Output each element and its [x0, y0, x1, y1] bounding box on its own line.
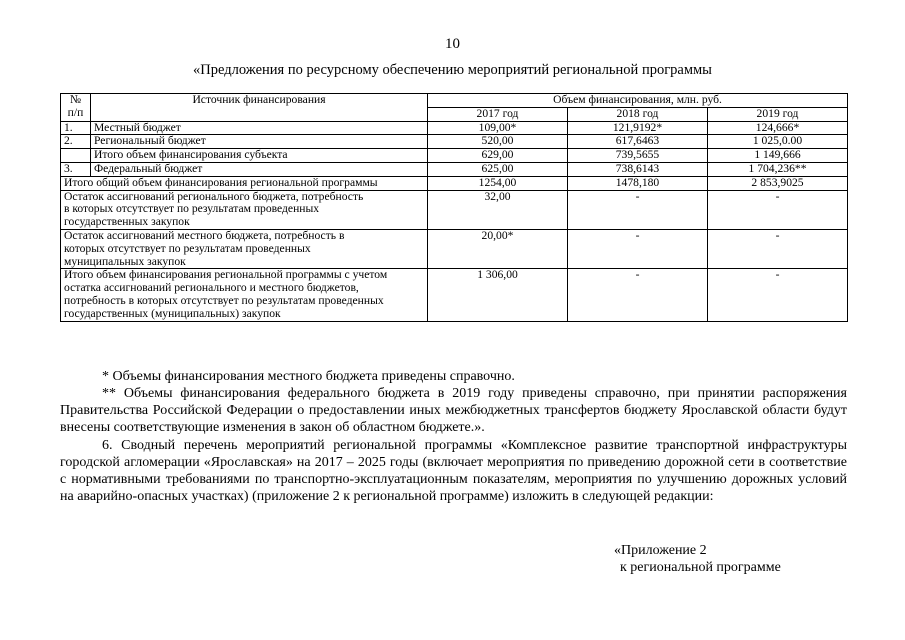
row-value: 520,00: [428, 135, 568, 149]
header-volume: Объем финансирования, млн. руб.: [428, 94, 848, 108]
header-year: 2017 год: [428, 107, 568, 121]
row-num: 1.: [61, 121, 91, 135]
row-name: Региональный бюджет: [91, 135, 428, 149]
extra-row-value: -: [708, 269, 848, 321]
row-value: 739,5655: [568, 149, 708, 163]
header-num: [61, 94, 91, 122]
total-row-name: Итого общий объем финансирования региональной программы: [61, 176, 428, 190]
document-title: «Предложения по ресурсному обеспечению мероприятий региональной программы: [193, 62, 712, 78]
extra-row-value: -: [708, 190, 848, 229]
row-num: [61, 149, 91, 163]
header-num-line1: №: [69, 93, 82, 106]
extra-row-name: Остаток ассигнований местного бюджета, потребность в которых отсутствует по результатам проведенных муниципальных закупок: [61, 229, 428, 268]
extra-row-value: 1 306,00: [428, 269, 568, 321]
row-num: 3.: [61, 162, 91, 176]
appendix-reference: [614, 542, 781, 576]
table-row: [61, 121, 848, 135]
row-name: Местный бюджет: [91, 121, 428, 135]
row-name: Итого объем финансирования субъекта: [91, 149, 428, 163]
row-value: 738,6143: [568, 162, 708, 176]
row-value: 617,6463: [568, 135, 708, 149]
table-extra-row: [61, 229, 848, 268]
appendix-line2: к региональной программе: [620, 560, 781, 575]
footnote-local-budget: * Объемы финансирования местного бюджета приведены справочно.: [102, 369, 515, 384]
table-row: [61, 149, 848, 163]
extra-row-value: -: [568, 269, 708, 321]
page-number: 10: [445, 36, 460, 52]
extra-row-name: Остаток ассигнований регионального бюджета, потребность в которых отсутствует по результатам проведенных государственных закупок: [61, 190, 428, 229]
total-row-value: 1478,180: [568, 176, 708, 190]
header-year: 2019 год: [708, 107, 848, 121]
table-extra-row: [61, 190, 848, 229]
extra-row-value: -: [568, 190, 708, 229]
total-row-value: 1254,00: [428, 176, 568, 190]
row-value: 1 704,236**: [708, 162, 848, 176]
header-year: 2018 год: [568, 107, 708, 121]
header-source: Источник финансирования: [91, 94, 428, 122]
row-value: 629,00: [428, 149, 568, 163]
table-header-row: [61, 94, 848, 108]
row-value: 1 025,0.00: [708, 135, 848, 149]
header-num-line2: п/п: [67, 105, 84, 119]
extra-row-value: -: [568, 229, 708, 268]
paragraph-6: 6. Сводный перечень мероприятий региональной программы «Комплексное развитие транспортной инфраструктуры городской агломерации «Ярославская» на 2017 – 2025 годы (включает мероприятия по приведению дорожной сети в соответствие с нормативными требованиями по транспортно-эксплуатационным показателям, мероприятия по улучшению дорожных условий на аварийно-опасных участках) (приложение 2 к региональной программе) изложить в следующей редакции:: [60, 438, 847, 504]
total-row-value: 2 853,9025: [708, 176, 848, 190]
table-total-row: [61, 176, 848, 190]
row-value: 1 149,666: [708, 149, 848, 163]
row-value: 121,9192*: [568, 121, 708, 135]
extra-row-value: -: [708, 229, 848, 268]
row-value: 109,00*: [428, 121, 568, 135]
table-extra-row: [61, 269, 848, 321]
extra-row-value: 20,00*: [428, 229, 568, 268]
row-name: Федеральный бюджет: [91, 162, 428, 176]
extra-row-value: 32,00: [428, 190, 568, 229]
row-value: 625,00: [428, 162, 568, 176]
financing-table: [60, 93, 848, 322]
extra-row-name: Итого объем финансирования региональной программы с учетом остатка ассигнований регионального и местного бюджетов, потребность в которых отсутствует по результатам проведенных государственных (муниципальных) закупок: [61, 269, 428, 321]
table-row: [61, 162, 848, 176]
footnote-federal-budget: ** Объемы финансирования федерального бюджета в 2019 году приведены справочно, при принятии распоряжения Правительства Российской Федерации о предоставлении иных межбюджетных трансфертов бюджету Ярославской области будут внесены соответствующие изменения в закон об областном бюджете.».: [60, 386, 847, 435]
table-row: [61, 135, 848, 149]
row-num: 2.: [61, 135, 91, 149]
appendix-line1: «Приложение 2: [614, 543, 707, 558]
row-value: 124,666*: [708, 121, 848, 135]
